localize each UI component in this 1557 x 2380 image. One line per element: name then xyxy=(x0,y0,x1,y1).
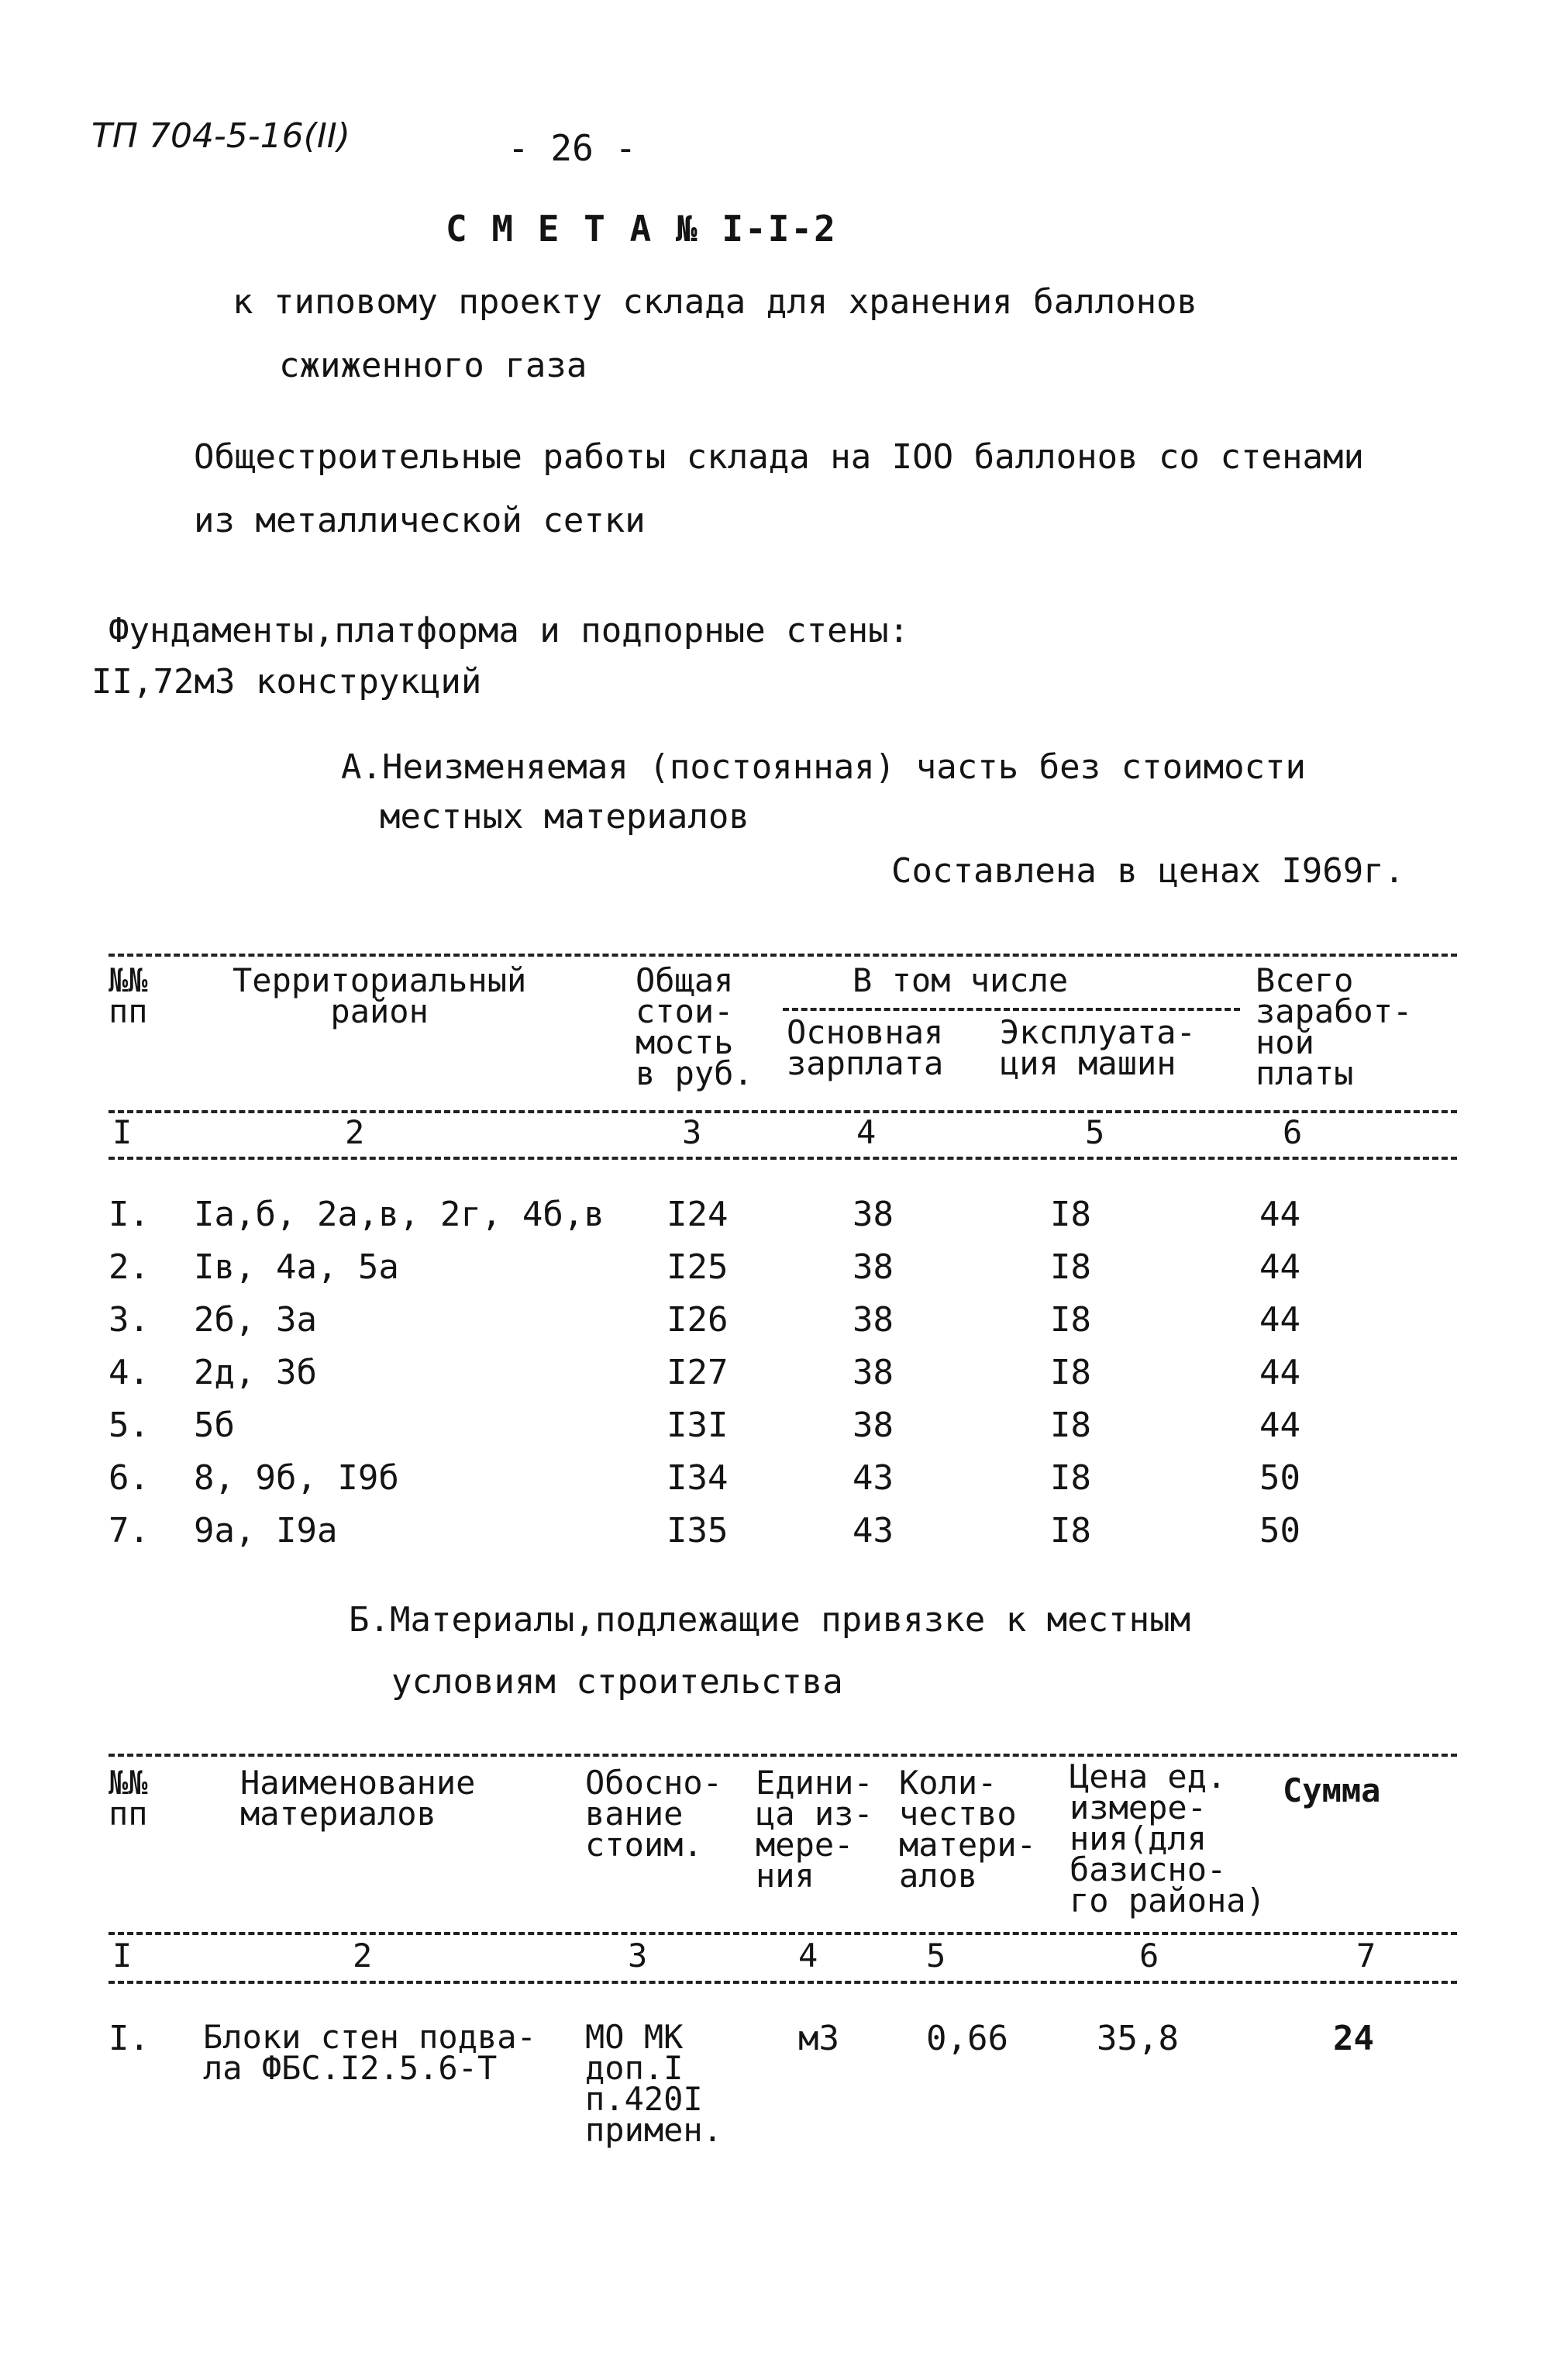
table-a-top-rule xyxy=(109,954,1457,957)
table-a-cell-wages: 44 xyxy=(1259,1300,1300,1340)
table-b-cell-name: Блоки стен подва- ла ФБС.I2.5.6-Т xyxy=(203,2018,536,2087)
table-b-colnum: 2 xyxy=(353,1937,373,1975)
table-b-header-num: №№ пп xyxy=(109,1764,148,1833)
table-a-cell-machines: I8 xyxy=(1050,1511,1091,1550)
subtitle-line1: к типовому проекту склада для хранения баллонов xyxy=(233,282,1198,322)
table-row: I. xyxy=(109,2019,150,2058)
table-b-cell-price: 35,8 xyxy=(1097,2019,1179,2058)
subtitle-line2: сжиженного газа xyxy=(279,346,587,385)
table-a-cell-machines: I8 xyxy=(1050,1300,1091,1340)
table-a-cell-region: 2д, 3б xyxy=(194,1353,317,1392)
table-a-cell-region: 8, 9б, I9б xyxy=(194,1458,399,1498)
table-b-header-qty: Коли- чество матери- алов xyxy=(899,1764,1037,1895)
table-row: 7. xyxy=(109,1511,150,1550)
table-b-header-price: Цена ед. измере- ния(для базисно- го района) xyxy=(1070,1757,1266,1920)
table-a-colnum: 2 xyxy=(345,1113,365,1151)
table-row: 4. xyxy=(109,1353,150,1392)
table-b-header-basis: Обосно- вание стоим. xyxy=(585,1764,723,1864)
table-a-cell-total: I24 xyxy=(667,1195,729,1234)
table-a-header-salary: Основная зарплата xyxy=(787,1013,944,1082)
table-a-header-machines: Эксплуата- ция машин xyxy=(1000,1013,1196,1082)
table-a-cell-machines: I8 xyxy=(1050,1458,1091,1498)
table-a-colnum: 5 xyxy=(1085,1113,1105,1151)
table-b-colnum: 4 xyxy=(798,1937,818,1975)
table-a-cell-salary: 38 xyxy=(853,1195,894,1234)
table-a-cell-region: Iа,б, 2а,в, 2г, 4б,в xyxy=(194,1195,605,1234)
table-a-cell-salary: 38 xyxy=(853,1247,894,1287)
table-a-cell-total: I25 xyxy=(667,1247,729,1287)
table-b-colnum: 7 xyxy=(1356,1937,1376,1975)
estimate-title: С М Е Т А № I-I-2 xyxy=(446,208,837,250)
prices-note: Составлена в ценах I969г. xyxy=(891,851,1405,891)
table-a-cell-wages: 50 xyxy=(1259,1458,1300,1498)
table-a-colnum: 3 xyxy=(682,1113,702,1151)
table-b-header-rule xyxy=(109,1932,1457,1935)
table-b-cell-basis: МО МК доп.I п.420I примен. xyxy=(585,2018,723,2149)
table-a-cell-machines: I8 xyxy=(1050,1247,1091,1287)
table-a-cell-total: I26 xyxy=(667,1300,729,1340)
table-a-header-region: Территориальный район xyxy=(233,961,527,1030)
part-b-title-line2: условиям строительства xyxy=(391,1662,843,1702)
table-a-cell-total: I3I xyxy=(667,1406,729,1445)
table-a-cell-region: 5б xyxy=(194,1406,235,1445)
table-a-cell-wages: 44 xyxy=(1259,1195,1300,1234)
table-a-header-wages: Всего заработ- ной платы xyxy=(1256,961,1413,1092)
table-a-header-total: Общая стои- мость в руб. xyxy=(636,961,753,1092)
section-intro-line1: Фундаменты,платформа и подпорные стены: xyxy=(109,611,910,650)
table-b-header-sum: Сумма xyxy=(1283,1771,1381,1809)
table-a-header-including: В том числе xyxy=(853,961,1069,999)
table-b-cell-qty: 0,66 xyxy=(926,2019,1008,2058)
section-intro-line2: II,72м3 конструкций xyxy=(91,662,482,702)
part-a-title-line2: местных материалов xyxy=(380,797,749,836)
table-a-cell-machines: I8 xyxy=(1050,1195,1091,1234)
table-a-cell-region: 9а, I9а xyxy=(194,1511,338,1550)
table-b-cell-unit: м3 xyxy=(798,2019,839,2058)
table-row: I. xyxy=(109,1195,150,1234)
table-a-cell-region: Iв, 4а, 5а xyxy=(194,1247,399,1287)
table-a-cell-wages: 44 xyxy=(1259,1247,1300,1287)
table-a-header-num: №№ пп xyxy=(109,961,148,1030)
table-row: 5. xyxy=(109,1406,150,1445)
table-b-top-rule xyxy=(109,1754,1457,1757)
table-a-colnum: 6 xyxy=(1283,1113,1303,1151)
table-a-colnum: I xyxy=(112,1113,133,1151)
table-b-colnum: 5 xyxy=(926,1937,946,1975)
table-row: 3. xyxy=(109,1300,150,1340)
description-line1: Общестроительные работы склада на IOO баллонов со стенами xyxy=(194,437,1364,477)
table-row: 2. xyxy=(109,1247,150,1287)
table-a-cell-salary: 43 xyxy=(853,1458,894,1498)
table-b-colnum: 6 xyxy=(1139,1937,1159,1975)
table-b-colnum: 3 xyxy=(628,1937,648,1975)
table-a-cell-wages: 50 xyxy=(1259,1511,1300,1550)
table-a-cell-salary: 38 xyxy=(853,1406,894,1445)
table-a-cell-salary: 38 xyxy=(853,1300,894,1340)
table-row: 6. xyxy=(109,1458,150,1498)
table-a-cell-machines: I8 xyxy=(1050,1353,1091,1392)
table-b-colnum: I xyxy=(112,1937,133,1975)
table-b-header-name: Наименование материалов xyxy=(240,1764,476,1833)
table-a-cell-wages: 44 xyxy=(1259,1353,1300,1392)
part-a-title-line1: А.Неизменяемая (постоянная) часть без стоимости xyxy=(341,747,1307,787)
table-a-cell-salary: 43 xyxy=(853,1511,894,1550)
page-number: - 26 - xyxy=(508,127,637,169)
description-line2: из металлической сетки xyxy=(194,501,646,540)
part-b-title-line1: Б.Материалы,подлежащие привязке к местным xyxy=(349,1600,1191,1640)
table-a-cell-region: 2б, 3а xyxy=(194,1300,317,1340)
table-b-header-unit: Едини- ца из- мере- ния xyxy=(756,1764,873,1895)
doc-code: ТП 704-5-16(II) xyxy=(91,116,350,156)
table-a-header-rule xyxy=(109,1110,1457,1113)
table-a-cell-machines: I8 xyxy=(1050,1406,1091,1445)
table-a-cell-wages: 44 xyxy=(1259,1406,1300,1445)
table-a-subheader-rule xyxy=(783,1008,1240,1011)
table-b-colnum-rule xyxy=(109,1981,1457,1984)
table-b-cell-sum: 24 xyxy=(1333,2019,1374,2058)
table-a-colnum: 4 xyxy=(856,1113,877,1151)
table-a-cell-total: I27 xyxy=(667,1353,729,1392)
table-a-cell-total: I35 xyxy=(667,1511,729,1550)
table-a-cell-salary: 38 xyxy=(853,1353,894,1392)
table-a-colnum-rule xyxy=(109,1157,1457,1160)
table-a-cell-total: I34 xyxy=(667,1458,729,1498)
